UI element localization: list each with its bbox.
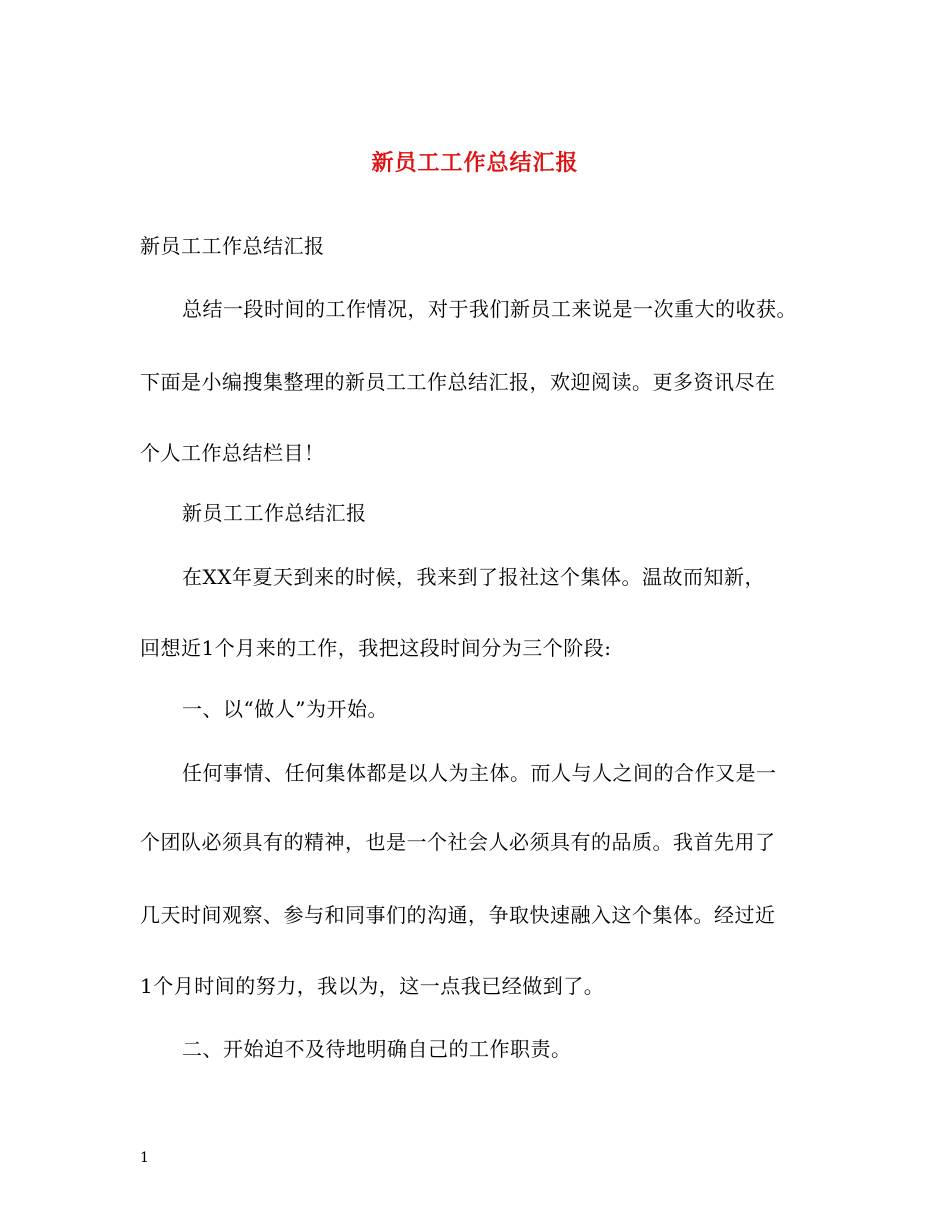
paragraph-line: 二、开始迫不及待地明确自己的工作职责。: [182, 1037, 572, 1061]
paragraph-line: 任何事情、任何集体都是以人为主体。而人与人之间的合作又是一: [182, 761, 777, 785]
paragraph-line: 下面是小编搜集整理的新员工工作总结汇报，欢迎阅读。更多资讯尽在: [140, 370, 776, 394]
paragraph-line: 个团队必须具有的精神，也是一个社会人必须具有的品质。我首先用了: [140, 830, 776, 854]
paragraph-line: 一、以“做人”为开始。: [182, 697, 388, 721]
page-number: 1: [140, 1150, 149, 1166]
paragraph-line: 几天时间观察、参与和同事们的沟通，争取快速融入这个集体。经过近: [140, 903, 776, 927]
paragraph-line: 新员工工作总结汇报: [182, 501, 367, 525]
paragraph-line: 个人工作总结栏目！: [140, 441, 325, 465]
paragraph-line: 1个月时间的努力，我以为，这一点我已经做到了。: [140, 974, 605, 998]
paragraph-line: 回想近1个月来的工作，我把这段时间分为三个阶段:: [140, 636, 612, 660]
paragraph-line: 在XX年夏天到来的时候，我来到了报社这个集体。温故而知新，: [182, 565, 765, 589]
paragraph-line: 总结一段时间的工作情况，对于我们新员工来说是一次重大的收获。: [182, 297, 797, 321]
document-title: 新员工工作总结汇报: [371, 150, 579, 176]
paragraph-line: 新员工工作总结汇报: [140, 234, 325, 258]
